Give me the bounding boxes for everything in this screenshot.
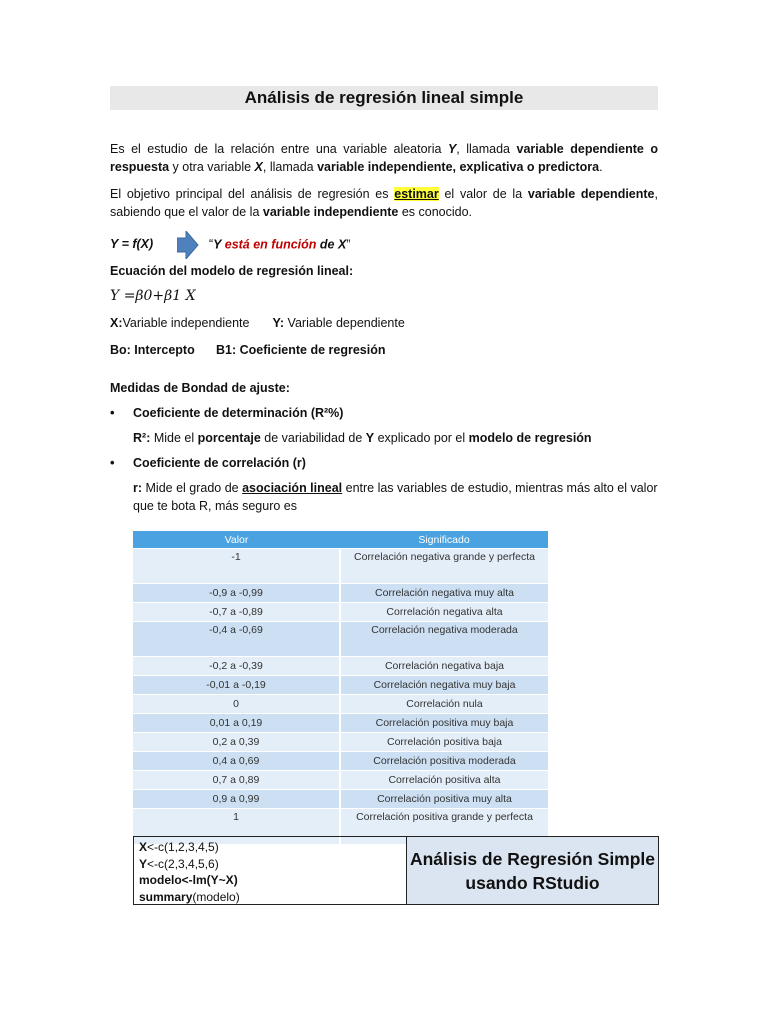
table-row [133, 771, 548, 790]
function-line [110, 231, 658, 257]
text-span: X: [110, 316, 123, 330]
value-cell: -1 [133, 549, 340, 584]
text-span: y otra variable [169, 160, 255, 174]
r-description [110, 479, 658, 515]
text-span: B1: Coeficiente de regresión [216, 343, 386, 357]
table-row [133, 676, 548, 695]
table-row [133, 714, 548, 733]
meaning-cell: Correlación negativa muy baja [340, 676, 548, 695]
text-span: Y [213, 237, 222, 252]
text-span: , sabiendo que el valor de la [110, 187, 658, 219]
table-row [133, 657, 548, 676]
table-row [133, 752, 548, 771]
text-span: Mide el [150, 431, 198, 445]
value-cell: 0,01 a 0,19 [133, 714, 340, 733]
table-body [133, 549, 548, 844]
value-cell: -0,2 a -0,39 [133, 657, 340, 676]
text-span: está en función [221, 237, 317, 252]
text-span: . [599, 160, 603, 174]
r2-description [110, 429, 658, 447]
text-span: variable independiente [262, 205, 399, 219]
text-span: modelo de regresión [468, 431, 592, 445]
text-span: Es el estudio de la relación entre una variable aleatoria [110, 142, 448, 156]
text-span: explicado por el [374, 431, 469, 445]
meaning-cell: Correlación positiva muy alta [340, 790, 548, 809]
variables-line [110, 314, 658, 332]
text-span: Y: [272, 316, 285, 330]
fit-heading: Medidas de Bondad de ajuste: [110, 381, 290, 395]
table-row [133, 733, 548, 752]
rstudio-title-line: Análisis de Regresión Simple [409, 848, 656, 869]
text-span: el valor de la [438, 187, 528, 201]
text-span: asociación lineal [242, 481, 343, 495]
meaning-cell: Correlación negativa moderada [340, 622, 548, 657]
function-formula: Y = f(X) [110, 237, 154, 252]
table-row [133, 622, 548, 657]
text-span: , llamada [456, 142, 517, 156]
text-span: Mide el grado de [142, 481, 243, 495]
text-span: (modelo) [192, 889, 240, 904]
value-cell: 0 [133, 695, 340, 714]
text-span: Variable independiente [122, 316, 250, 330]
highlighted-word: estimar [394, 187, 439, 201]
text-span: R²: [133, 431, 151, 445]
table-row [133, 695, 548, 714]
meaning-cell: Correlación positiva moderada [340, 752, 548, 771]
meaning-cell: Correlación negativa muy alta [340, 584, 548, 603]
model-equation: Y =β0+β1 X [110, 288, 196, 304]
rstudio-title-box [407, 837, 658, 904]
text-span: Y [447, 142, 457, 156]
text-span: Y [139, 856, 148, 871]
value-cell: 0,2 a 0,39 [133, 733, 340, 752]
value-cell: 0,4 a 0,69 [133, 752, 340, 771]
meaning-cell: Correlación positiva muy baja [340, 714, 548, 733]
table-row [133, 603, 548, 622]
meaning-cell: Correlación nula [340, 695, 548, 714]
column-header: Valor [133, 531, 340, 549]
text-span: Bo: Intercepto [110, 343, 195, 357]
value-cell: 1 [133, 809, 340, 844]
r-bullet: • Coeficiente de correlación (r) [110, 454, 658, 472]
meaning-cell: Correlación positiva baja [340, 733, 548, 752]
table-header-row [133, 531, 548, 549]
meaning-cell: Correlación negativa baja [340, 657, 548, 676]
text-span: variable independiente, explicativa o predictora [317, 160, 600, 174]
code-line [139, 856, 401, 873]
text-span: El objetivo principal del análisis de regresión es [110, 187, 395, 201]
table-row [133, 790, 548, 809]
meaning-cell: Correlación negativa alta [340, 603, 548, 622]
value-cell: -0,4 a -0,69 [133, 622, 340, 657]
objective-paragraph [110, 185, 658, 221]
text-span: “ [208, 237, 214, 252]
text-span: X [254, 160, 263, 174]
value-cell: -0,9 a -0,99 [133, 584, 340, 603]
text-span: summary [139, 889, 193, 904]
meaning-cell: Correlación negativa grande y perfecta [340, 549, 548, 584]
text-span: <-c(2,3,4,5,6) [147, 856, 219, 871]
meaning-cell: Correlación positiva grande y perfecta [340, 809, 548, 844]
value-cell: -0,01 a -0,19 [133, 676, 340, 695]
page-title: Análisis de regresión lineal simple [110, 86, 658, 110]
document-page [110, 86, 658, 515]
rstudio-title-line: usando RStudio [465, 872, 600, 893]
coefficients-line [110, 341, 658, 359]
table-row [133, 549, 548, 584]
value-cell: 0,7 a 0,89 [133, 771, 340, 790]
column-header: Significado [340, 531, 548, 549]
text-span: Y [365, 431, 375, 445]
r2-bullet: • Coeficiente de determinación (R²%) [110, 404, 658, 422]
code-line [139, 839, 401, 856]
code-box [133, 836, 659, 905]
intro-paragraph [110, 140, 658, 176]
value-cell: 0,9 a 0,99 [133, 790, 340, 809]
text-span: , llamada [262, 160, 318, 174]
value-cell: -0,7 a -0,89 [133, 603, 340, 622]
text-span: r: [133, 481, 143, 495]
text-span: porcentaje [197, 431, 261, 445]
table-row [133, 584, 548, 603]
correlation-table [133, 531, 548, 844]
text-span: variable dependiente o respuesta [110, 142, 658, 174]
text-span: X [139, 840, 148, 854]
meaning-cell: Correlación positiva alta [340, 771, 548, 790]
code-line: modelo<-lm(Y~X) [139, 873, 238, 887]
text-span: es conocido. [398, 205, 473, 219]
arrow-right-icon [177, 231, 199, 259]
text-span: <-c(1,2,3,4,5) [147, 840, 219, 854]
r-code-block [134, 837, 407, 904]
text-span: Variable dependiente [284, 316, 405, 330]
text-span: de variabilidad de [260, 431, 366, 445]
text-span: ” [346, 237, 351, 252]
model-heading: Ecuación del modelo de regresión lineal: [110, 264, 354, 278]
code-line [139, 889, 401, 906]
text-span: variable dependiente [527, 187, 655, 201]
text-span: de X [316, 237, 347, 252]
text-span: entre las variables de estudio, mientras más alto el valor que te bota R, más seguro es [133, 481, 658, 513]
